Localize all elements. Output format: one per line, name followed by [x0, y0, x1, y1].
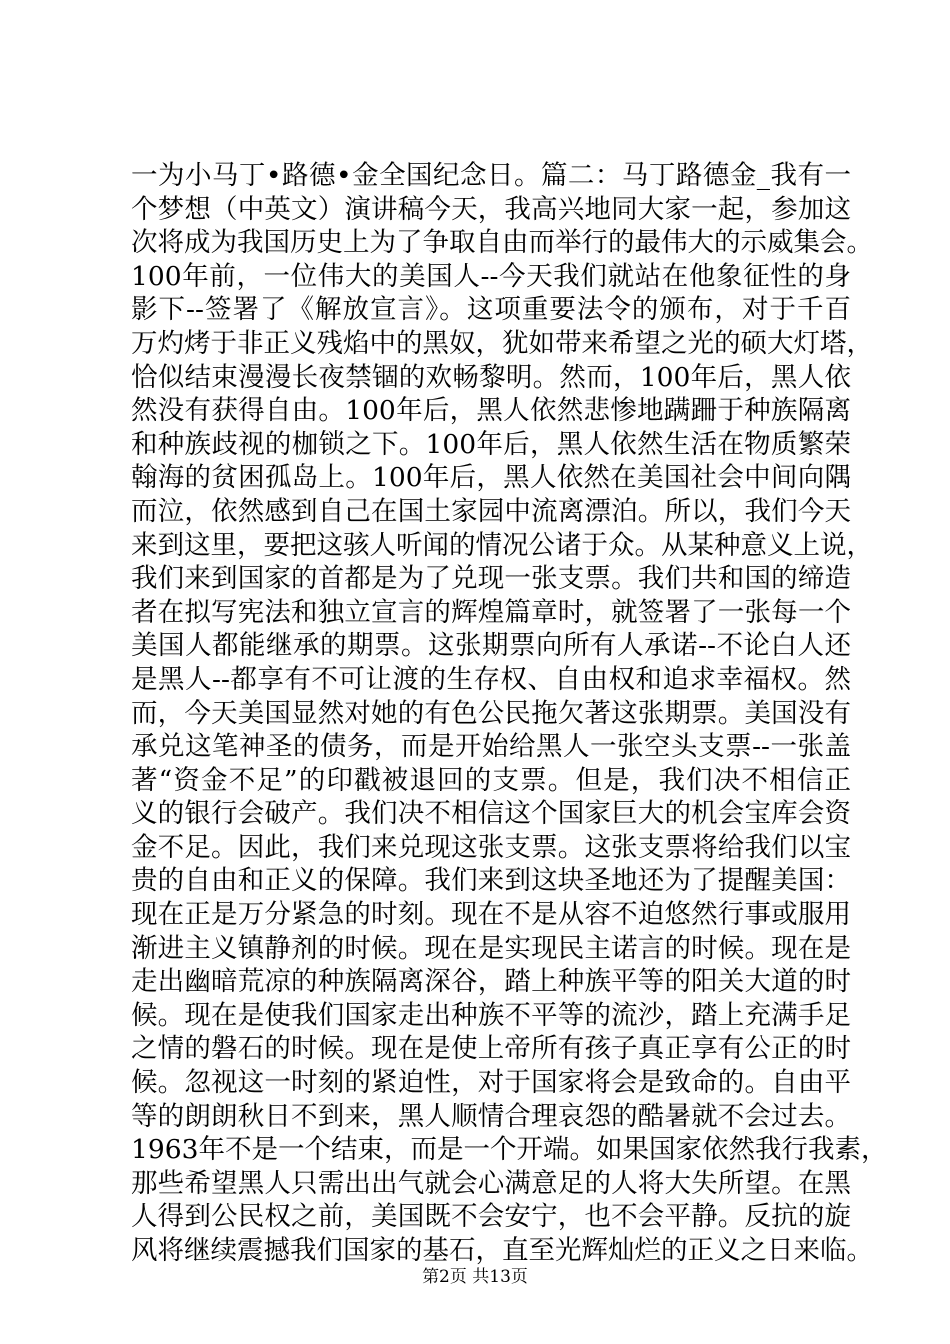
text-line: 次将成为我国历史上为了争取自由而举行的最伟大的示威集会。 — [131, 227, 873, 259]
text-line: 渐进主义镇静剂的时候。现在是实现民主诺言的时候。现在是 — [131, 932, 851, 964]
text-line: 义的银行会破产。我们决不相信这个国家巨大的机会宝库会资 — [131, 798, 851, 830]
text-line: 一为小马丁•路德•金全国纪念日。篇二：马丁路德金_我有一 — [131, 160, 851, 191]
text-line: 候。忽视这一时刻的紧迫性，对于国家将会是致命的。自由平 — [131, 1067, 851, 1099]
text-line: 著“资金不足”的印戳被退回的支票。但是，我们决不相信正 — [131, 764, 851, 796]
text-line: 那些希望黑人只需出出气就会心满意足的人将大失所望。在黑 — [131, 1167, 851, 1199]
text-line: 我们来到国家的首都是为了兑现一张支票。我们共和国的缔造 — [131, 563, 851, 595]
text-line: 之情的磐石的时候。现在是使上帝所有孩子真正享有公正的时 — [131, 1033, 851, 1065]
text-line: 是黑人--都享有不可让渡的生存权、自由权和追求幸福权。然 — [131, 663, 851, 695]
text-line: 走出幽暗荒凉的种族隔离深谷，踏上种族平等的阳关大道的时 — [131, 966, 851, 998]
text-line: 美国人都能继承的期票。这张期票向所有人承诺--不论白人还 — [131, 630, 851, 662]
text-line: 金不足。因此，我们来兑现这张支票。这张支票将给我们以宝 — [131, 831, 851, 863]
text-line: 影下--签署了《解放宣言》。这项重要法令的颁布，对于千百 — [131, 294, 851, 326]
text-line: 候。现在是使我们国家走出种族不平等的流沙，踏上充满手足 — [131, 999, 851, 1031]
text-line: 而泣，依然感到自己在国土家园中流离漂泊。所以，我们今天 — [131, 495, 851, 527]
text-line: 现在正是万分紧急的时刻。现在不是从容不迫悠然行事或服用 — [131, 899, 851, 931]
text-line: 风将继续震撼我们国家的基石，直至光辉灿烂的正义之日来临。 — [131, 1235, 873, 1266]
body-text — [131, 159, 888, 1268]
text-line: 和种族歧视的枷锁之下。100年后，黑人依然生活在物质繁荣 — [131, 428, 851, 460]
text-line: 者在拟写宪法和独立宣言的辉煌篇章时，就签署了一张每一个 — [131, 596, 851, 628]
page-number-footer: 第2页 共13页 — [422, 1267, 528, 1287]
text-line: 等的朗朗秋日不到来，黑人顺情合理哀怨的酷暑就不会过去。 — [131, 1100, 851, 1132]
text-line: 贵的自由和正义的保障。我们来到这块圣地还为了提醒美国： — [131, 865, 851, 897]
text-line: 个梦想（中英文）演讲稿今天，我高兴地同大家一起，参加这 — [131, 193, 851, 225]
text-line: 人得到公民权之前，美国既不会安宁，也不会平静。反抗的旋 — [131, 1201, 851, 1233]
text-line: 翰海的贫困孤岛上。100年后，黑人依然在美国社会中间向隅 — [131, 462, 851, 494]
text-line: 来到这里，要把这骇人听闻的情况公诸于众。从某种意义上说， — [131, 529, 873, 561]
text-line: 然没有获得自由。100年后，黑人依然悲惨地蹒跚于种族隔离 — [131, 395, 851, 427]
text-line: 承兑这笔神圣的债务，而是开始给黑人一张空头支票--一张盖 — [131, 731, 851, 763]
text-line: 万灼烤于非正义残焰中的黑奴，犹如带来希望之光的硕大灯塔， — [131, 327, 873, 359]
text-line: 1963年不是一个结束，而是一个开端。如果国家依然我行我素， — [131, 1134, 888, 1166]
text-line: 而，今天美国显然对她的有色公民拖欠著这张期票。美国没有 — [131, 697, 851, 729]
text-line: 100年前，一位伟大的美国人--今天我们就站在他象征性的身 — [131, 260, 851, 292]
text-line: 恰似结束漫漫长夜禁锢的欢畅黎明。然而，100年后，黑人依 — [131, 361, 851, 393]
